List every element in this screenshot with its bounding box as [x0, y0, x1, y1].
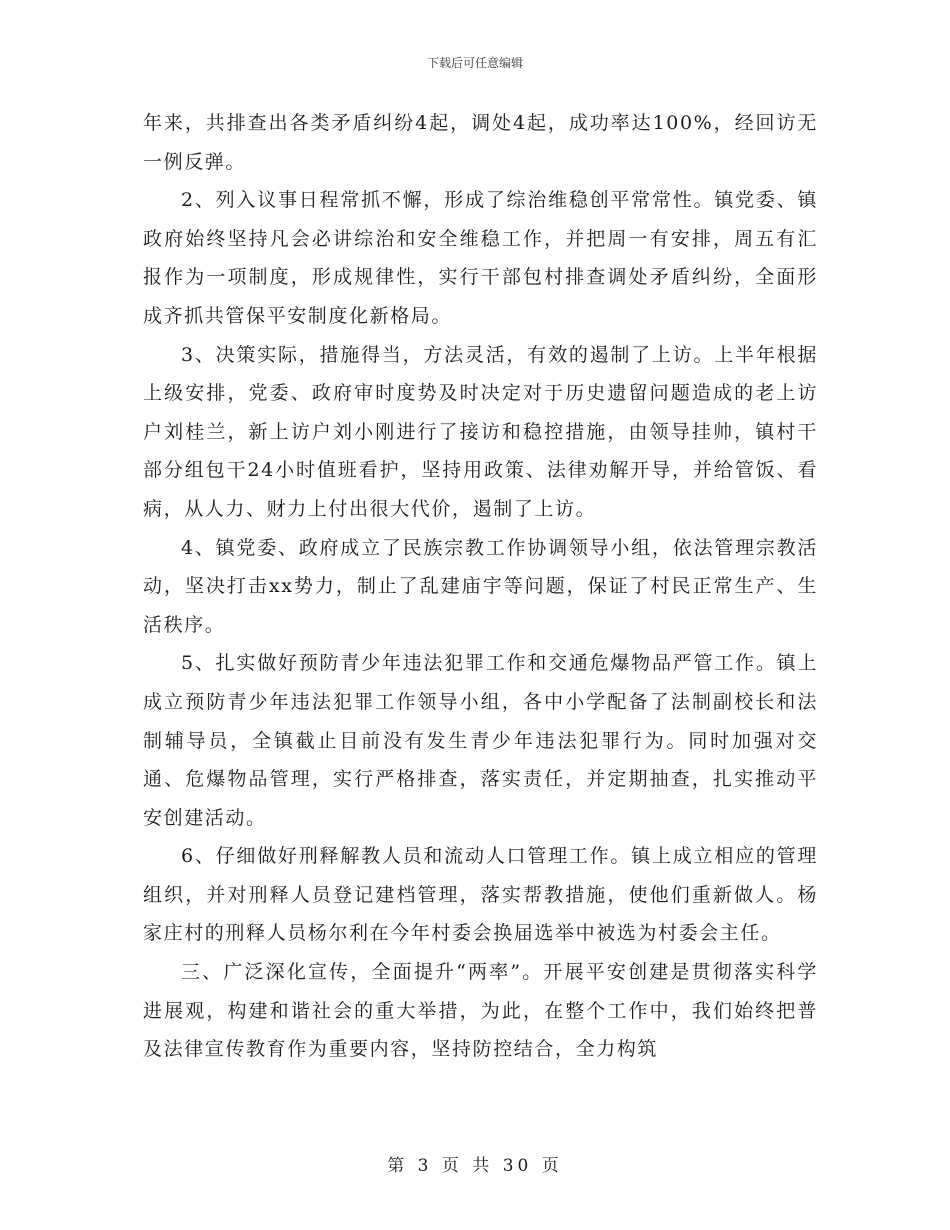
- paragraph-continuation: 年来，共排查出各类矛盾纠纷4起，调处4起，成功率达100%，经回访无一例反弹。: [143, 112, 818, 173]
- page-number-footer: 第 3 页 共 30 页: [387, 1156, 563, 1176]
- paragraph-item-5: 5、扎实做好预防青少年违法犯罪工作和交通危爆物品严管工作。镇上成立预防青少年违法犯罪工作领导小组，各中小学配备了法制副校长和法制辅导员，全镇截止目前没有发生青少年违法犯罪行为。同时加强对交通、危爆物品管理，实行严格排查，落实责任，并定期抽查，扎实推动平安创建活动。: [143, 652, 818, 829]
- paragraph-item-4: 4、镇党委、政府成立了民族宗教工作协调领导小组，依法管理宗教活动，坚决打击xx势力，制止了乱建庙宇等问题，保证了村民正常生产、生活秩序。: [143, 536, 818, 636]
- paragraph-item-6: 6、仔细做好刑释解教人员和流动人口管理工作。镇上成立相应的管理组织，并对刑释人员登记建档管理，落实帮教措施，使他们重新做人。杨家庄村的刑释人员杨尔利在今年村委会换届选举中被选为村委会主任。: [143, 845, 818, 945]
- paragraph-section-3: 三、广泛深化宣传，全面提升“两率”。开展平安创建是贯彻落实科学进展观，构建和谐社会的重大举措，为此，在整个工作中，我们始终把普及法律宣传教育作为重要内容，坚持防控结合，全力构筑: [143, 961, 818, 1061]
- page-header: 下载后可任意编辑: [426, 56, 523, 70]
- paragraph-item-3: 3、决策实际，措施得当，方法灵活，有效的遏制了上访。上半年根据上级安排，党委、政府审时度势及时决定对于历史遗留问题造成的老上访户刘桂兰，新上访户刘小刚进行了接访和稳控措施，由领导挂帅，镇村干部分组包干24小时值班看护，坚持用政策、法律劝解开导，并给管饭、看病，从人力、财力上付出很大代价，遏制了上访。: [143, 343, 818, 520]
- paragraph-item-2: 2、列入议事日程常抓不懈，形成了综治维稳创平常常性。镇党委、镇政府始终坚持凡会必讲综治和安全维稳工作，并把周一有安排，周五有汇报作为一项制度，形成规律性，实行干部包村排查调处矛盾纠纷，全面形成齐抓共管保平安制度化新格局。: [143, 189, 818, 327]
- document-body: [143, 104, 818, 1069]
